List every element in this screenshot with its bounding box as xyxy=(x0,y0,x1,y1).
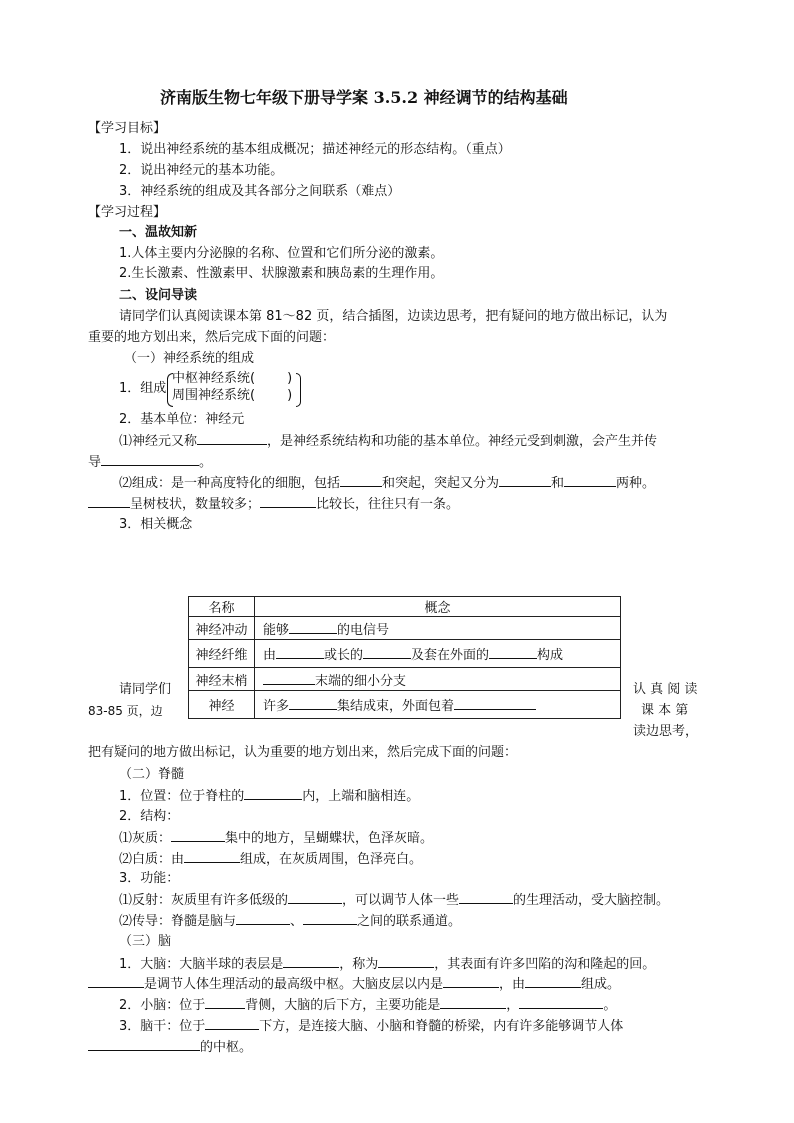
wrap-text-left: 请同学们 xyxy=(119,682,172,697)
spinal-line: ⑴灰质： 集中的地方，呈蝴蝶状，色泽灰暗。 xyxy=(119,831,434,846)
peripheral-nervous-system: 周围神经系统( ) xyxy=(172,388,293,403)
central-nervous-system: 中枢神经系统( ) xyxy=(172,371,293,386)
answer-blank[interactable] xyxy=(459,891,513,904)
section-heading: （一）神经系统的组成 xyxy=(124,351,255,366)
wrap-continuation: 把有疑问的地方做出标记，认为重要的地方划出来，然后完成下面的问题： xyxy=(88,745,518,760)
answer-blank[interactable] xyxy=(288,891,342,904)
answer-blank[interactable] xyxy=(454,697,536,710)
answer-blank[interactable] xyxy=(303,912,357,925)
guide-heading: 二、设问导读 xyxy=(119,288,198,303)
wrap-text-right: 认 真 阅 读 xyxy=(633,682,698,697)
answer-blank[interactable] xyxy=(443,975,499,988)
concept-def: 由 或长的 及套在外面的 构成 xyxy=(255,640,621,668)
answer-blank[interactable] xyxy=(489,646,537,659)
table-header: 名称 xyxy=(189,597,255,617)
process-heading: 【学习过程】 xyxy=(88,205,167,220)
table-header: 概念 xyxy=(255,597,621,617)
spinal-line: 3．功能： xyxy=(119,871,180,886)
goal-item: 1．说出神经系统的基本组成概况；描述神经元的形态结构。（重点） xyxy=(119,142,511,157)
spinal-line: 2．结构： xyxy=(119,809,180,824)
answer-blank[interactable] xyxy=(184,850,240,863)
answer-blank[interactable] xyxy=(289,697,337,710)
answer-blank[interactable] xyxy=(205,1017,259,1030)
answer-blank[interactable] xyxy=(289,621,337,634)
spinal-line: ⑵白质：由 组成，在灰质周围，色泽亮白。 xyxy=(119,852,423,867)
concept-name: 神经冲动 xyxy=(189,617,255,640)
answer-blank[interactable] xyxy=(363,646,411,659)
answer-blank[interactable] xyxy=(171,829,225,842)
section-heading: （三）脑 xyxy=(119,934,172,949)
brain-line: 的中枢。 xyxy=(88,1038,252,1057)
brace-right xyxy=(296,373,301,407)
basic-unit: 2．基本单位：神经元 xyxy=(119,412,245,427)
guide-intro: 重要的地方划出来，然后完成下面的问题： xyxy=(88,330,336,345)
brain-line: 是调节人体生理活动的最高级中枢。大脑皮层以内是 ，由 组成。 xyxy=(88,975,620,994)
answer-blank[interactable] xyxy=(378,955,434,968)
table-row xyxy=(189,640,621,668)
brain-line: 3．脑干：位于 下方，是连接大脑、小脑和脊髓的桥梁，内有许多能够调节人体 xyxy=(119,1019,624,1034)
concept-def: 许多 集结成束，外面包着 xyxy=(255,691,621,719)
neuron-line-2: 导 。 xyxy=(88,455,213,470)
brain-line: 2．小脑：位于 背侧，大脑的后下方，主要功能是 ， 。 xyxy=(119,998,617,1013)
concept-name: 神经 xyxy=(189,691,255,719)
answer-blank[interactable] xyxy=(88,495,130,508)
answer-blank[interactable] xyxy=(244,787,302,800)
spinal-line: 1．位置：位于脊柱的 内，上端和脑相连。 xyxy=(119,789,420,804)
concept-def: 末端的细小分支 xyxy=(255,668,621,691)
concept-name: 神经末梢 xyxy=(189,668,255,691)
brain-line: 1．大脑：大脑半球的表层是 ，称为 ，其表面有许多凹陷的沟和隆起的回。 xyxy=(119,957,656,972)
review-item: 2.生长激素、性激素甲、状腺激素和胰岛素的生理作用。 xyxy=(119,266,444,281)
section-heading: （二）脊髓 xyxy=(119,767,185,782)
answer-blank[interactable] xyxy=(263,672,315,685)
concept-def: 能够 的电信号 xyxy=(255,617,621,640)
compose-label: 1．组成 xyxy=(119,381,167,396)
answer-blank[interactable] xyxy=(340,474,382,487)
answer-blank[interactable] xyxy=(525,975,581,988)
review-item: 1.人体主要内分泌腺的名称、位置和它们所分泌的激素。 xyxy=(119,246,444,261)
table-row xyxy=(189,617,621,640)
answer-blank[interactable] xyxy=(260,495,316,508)
guide-intro: 请同学们认真阅读课本第 81～82 页，结合插图，边读边思考，把有疑问的地方做出标记，认为 xyxy=(119,309,668,324)
answer-blank[interactable] xyxy=(88,1038,200,1051)
answer-blank[interactable] xyxy=(276,646,324,659)
answer-blank[interactable] xyxy=(283,955,339,968)
neuron-line-4: 呈树枝状，数量较多； 比较长，往往只有一条。 xyxy=(88,495,459,514)
neuron-line-1: ⑴神经元又称 ，是神经系统结构和功能的基本单位。神经元受到刺激，会产生并传 xyxy=(119,434,658,449)
spinal-line: ⑴反射：灰质里有许多低级的 ，可以调节人体一些 的生理活动，受大脑控制。 xyxy=(119,893,670,908)
answer-blank[interactable] xyxy=(205,996,245,1009)
spinal-line: ⑵传导：脊髓是脑与 、 之间的联系通道。 xyxy=(119,914,462,929)
answer-blank[interactable] xyxy=(101,453,199,466)
goal-item: 2．说出神经元的基本功能。 xyxy=(119,163,284,178)
review-heading: 一、温故知新 xyxy=(119,225,198,240)
answer-blank[interactable] xyxy=(440,996,506,1009)
answer-blank[interactable] xyxy=(197,432,267,445)
wrap-text-right: 读边思考， xyxy=(633,724,699,739)
answer-blank[interactable] xyxy=(236,912,290,925)
goals-heading: 【学习目标】 xyxy=(88,121,167,136)
goal-item: 3．神经系统的组成及其各部分之间联系（难点） xyxy=(119,184,401,199)
neuron-line-3: ⑵组成：是一种高度特化的细胞，包括 和突起，突起又分为 和 两种。 xyxy=(119,476,656,491)
answer-blank[interactable] xyxy=(88,975,144,988)
answer-blank[interactable] xyxy=(564,474,616,487)
table-row xyxy=(189,691,621,719)
wrap-text-left: 83-85 页，边 xyxy=(88,704,163,718)
table-row xyxy=(189,668,621,691)
concept-table xyxy=(188,596,621,719)
page-title: 济南版生物七年级下册导学案 3.5.2 神经调节的结构基础 xyxy=(160,88,568,107)
concept-name: 神经纤维 xyxy=(189,640,255,668)
answer-blank[interactable] xyxy=(499,474,551,487)
wrap-text-right: 课 本 第 xyxy=(641,703,689,718)
concepts-heading: 3．相关概念 xyxy=(119,517,193,532)
answer-blank[interactable] xyxy=(519,996,603,1009)
